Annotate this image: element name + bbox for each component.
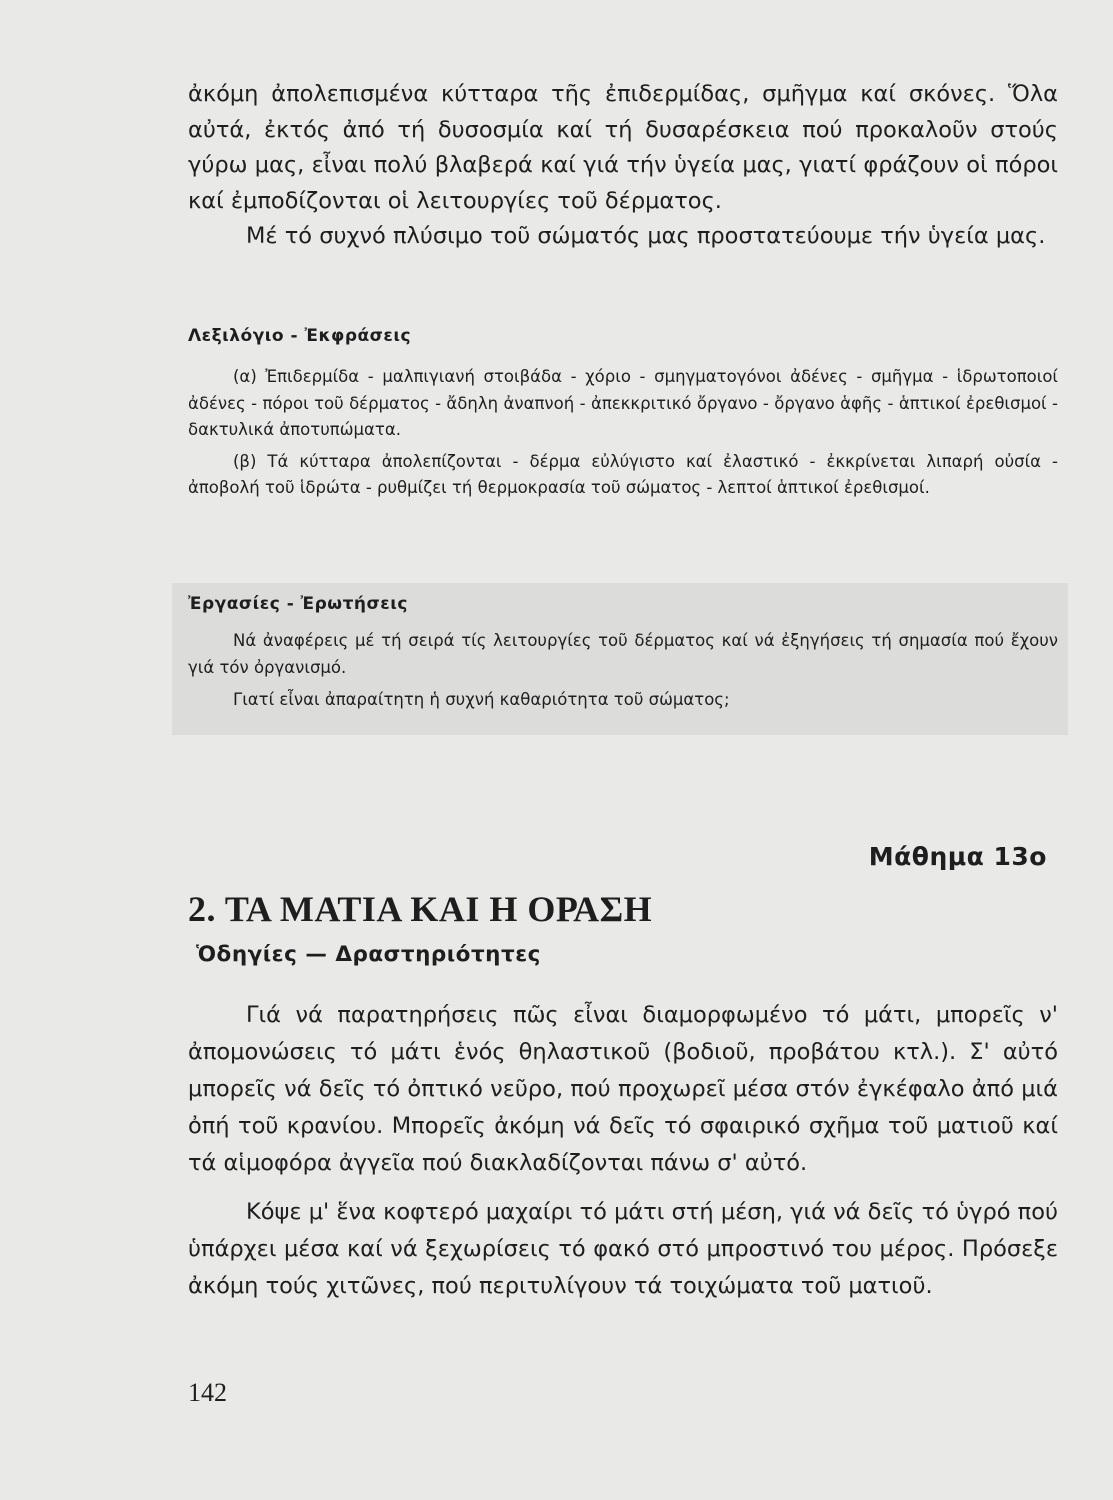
- vocabulary-item-b: (β) Τά κύτταρα ἀπολεπίζονται - δέρμα εὐλύγιστο καί ἐλαστικό - ἐκκρίνεται λιπαρή οὐσία - ἀποβολή τοῦ ἱδρώτα - ρυθμίζει τή θερμοκρασία τοῦ σώματος - λεπτοί ἁπτικοί ἐρεθισμοί.: [188, 451, 1058, 497]
- exercises-heading: Ἐργασίες - Ἐρωτήσεις: [188, 594, 408, 614]
- page-number: 142: [188, 1378, 227, 1407]
- chapter-title: 2. ΤΑ ΜΑΤΙΑ ΚΑΙ Η ΟΡΑΣΗ: [188, 889, 653, 929]
- exercise-question-1: Νά ἀναφέρεις μέ τή σειρά τίς λειτουργίες τοῦ δέρματος καί νά ἐξηγήσεις τή σημασία πού ἔχουν γιά τόν ὀργανισμό.: [188, 631, 1058, 677]
- exercises-section: [188, 594, 1058, 714]
- lesson-label: Μάθημα 13ο: [868, 842, 1047, 871]
- instructions-paragraph-2: Κόψε μ' ἕνα κοφτερό μαχαίρι τό μάτι στή μέση, γιά νά δεῖς τό ὑγρό πού ὑπάρχει μέσα καί νά ξεχωρίσεις τό φακό στό μπροστινό του μέρος. Πρόσεξε ἀκόμη τούς χιτῶνες, πού περιτυλίγουν τά τοιχώματα τοῦ ματιοῦ.: [188, 1199, 1058, 1299]
- exercise-question-2: Γιατί εἶναι ἀπαραίτητη ἡ συχνή καθαριότητα τοῦ σώματος;: [233, 690, 730, 709]
- top-paragraph-continuation: ἀκόμη ἀπολεπισμένα κύτταρα τῆς ἐπιδερμίδας, σμῆγμα καί σκόνες. Ὅλα αὐτά, ἐκτός ἀπό τή δυσοσμία καί τή δυσαρέσκεια πού προκαλοῦν στούς γύρω μας, εἶναι πολύ βλαβερά καί γιά τήν ὑγεία μας, γιατί φράζουν οἱ πόροι καί ἐμποδίζονται οἱ λειτουργίες τοῦ δέρματος.: [188, 81, 1058, 214]
- vocabulary-section: [188, 326, 1058, 502]
- instructions-paragraph-1: Γιά νά παρατηρήσεις πῶς εἶναι διαμορφωμένο τό μάτι, μπορεῖς ν' ἀπομονώσεις τό μάτι ἑνός θηλαστικοῦ (βοδιοῦ, προβάτου κτλ.). Σ' αὐτό μπορεῖς νά δεῖς τό ὀπτικό νεῦρο, πού προχωρεῖ μέσα στόν ἐγκέφαλο ἀπό μιά ὀπή τοῦ κρανίου. Μπορεῖς ἀκόμη νά δεῖς τό σφαιρικό σχῆμα τοῦ ματιοῦ καί τά αἱμοφόρα ἀγγεῖα πού διακλαδίζονται πάνω σ' αὐτό.: [188, 1002, 1058, 1176]
- vocabulary-heading: Λεξιλόγιο - Ἐκφράσεις: [188, 326, 412, 346]
- instructions-heading: Ὁδηγίες — Δραστηριότητες: [196, 942, 541, 967]
- instructions-body: [188, 997, 1058, 1305]
- vocabulary-item-a: (α) Ἐπιδερμίδα - μαλπιγιανή στοιβάδα - χόριο - σμηγματογόνοι ἀδένες - σμῆγμα - ἱδρωτοποιοί ἀδένες - πόροι τοῦ δέρματος - ἄδηλη ἀναπνοή - ἀπεκκριτικό ὄργανο - ὄργανο ἁφῆς - ἁπτικοί ἐρεθισμοί - δακτυλικά ἀποτυπώματα.: [188, 367, 1058, 439]
- top-paragraph-closing: Μέ τό συχνό πλύσιμο τοῦ σώματός μας προστατεύουμε τήν ὑγεία μας.: [246, 223, 1046, 249]
- top-paragraph: [188, 77, 1058, 255]
